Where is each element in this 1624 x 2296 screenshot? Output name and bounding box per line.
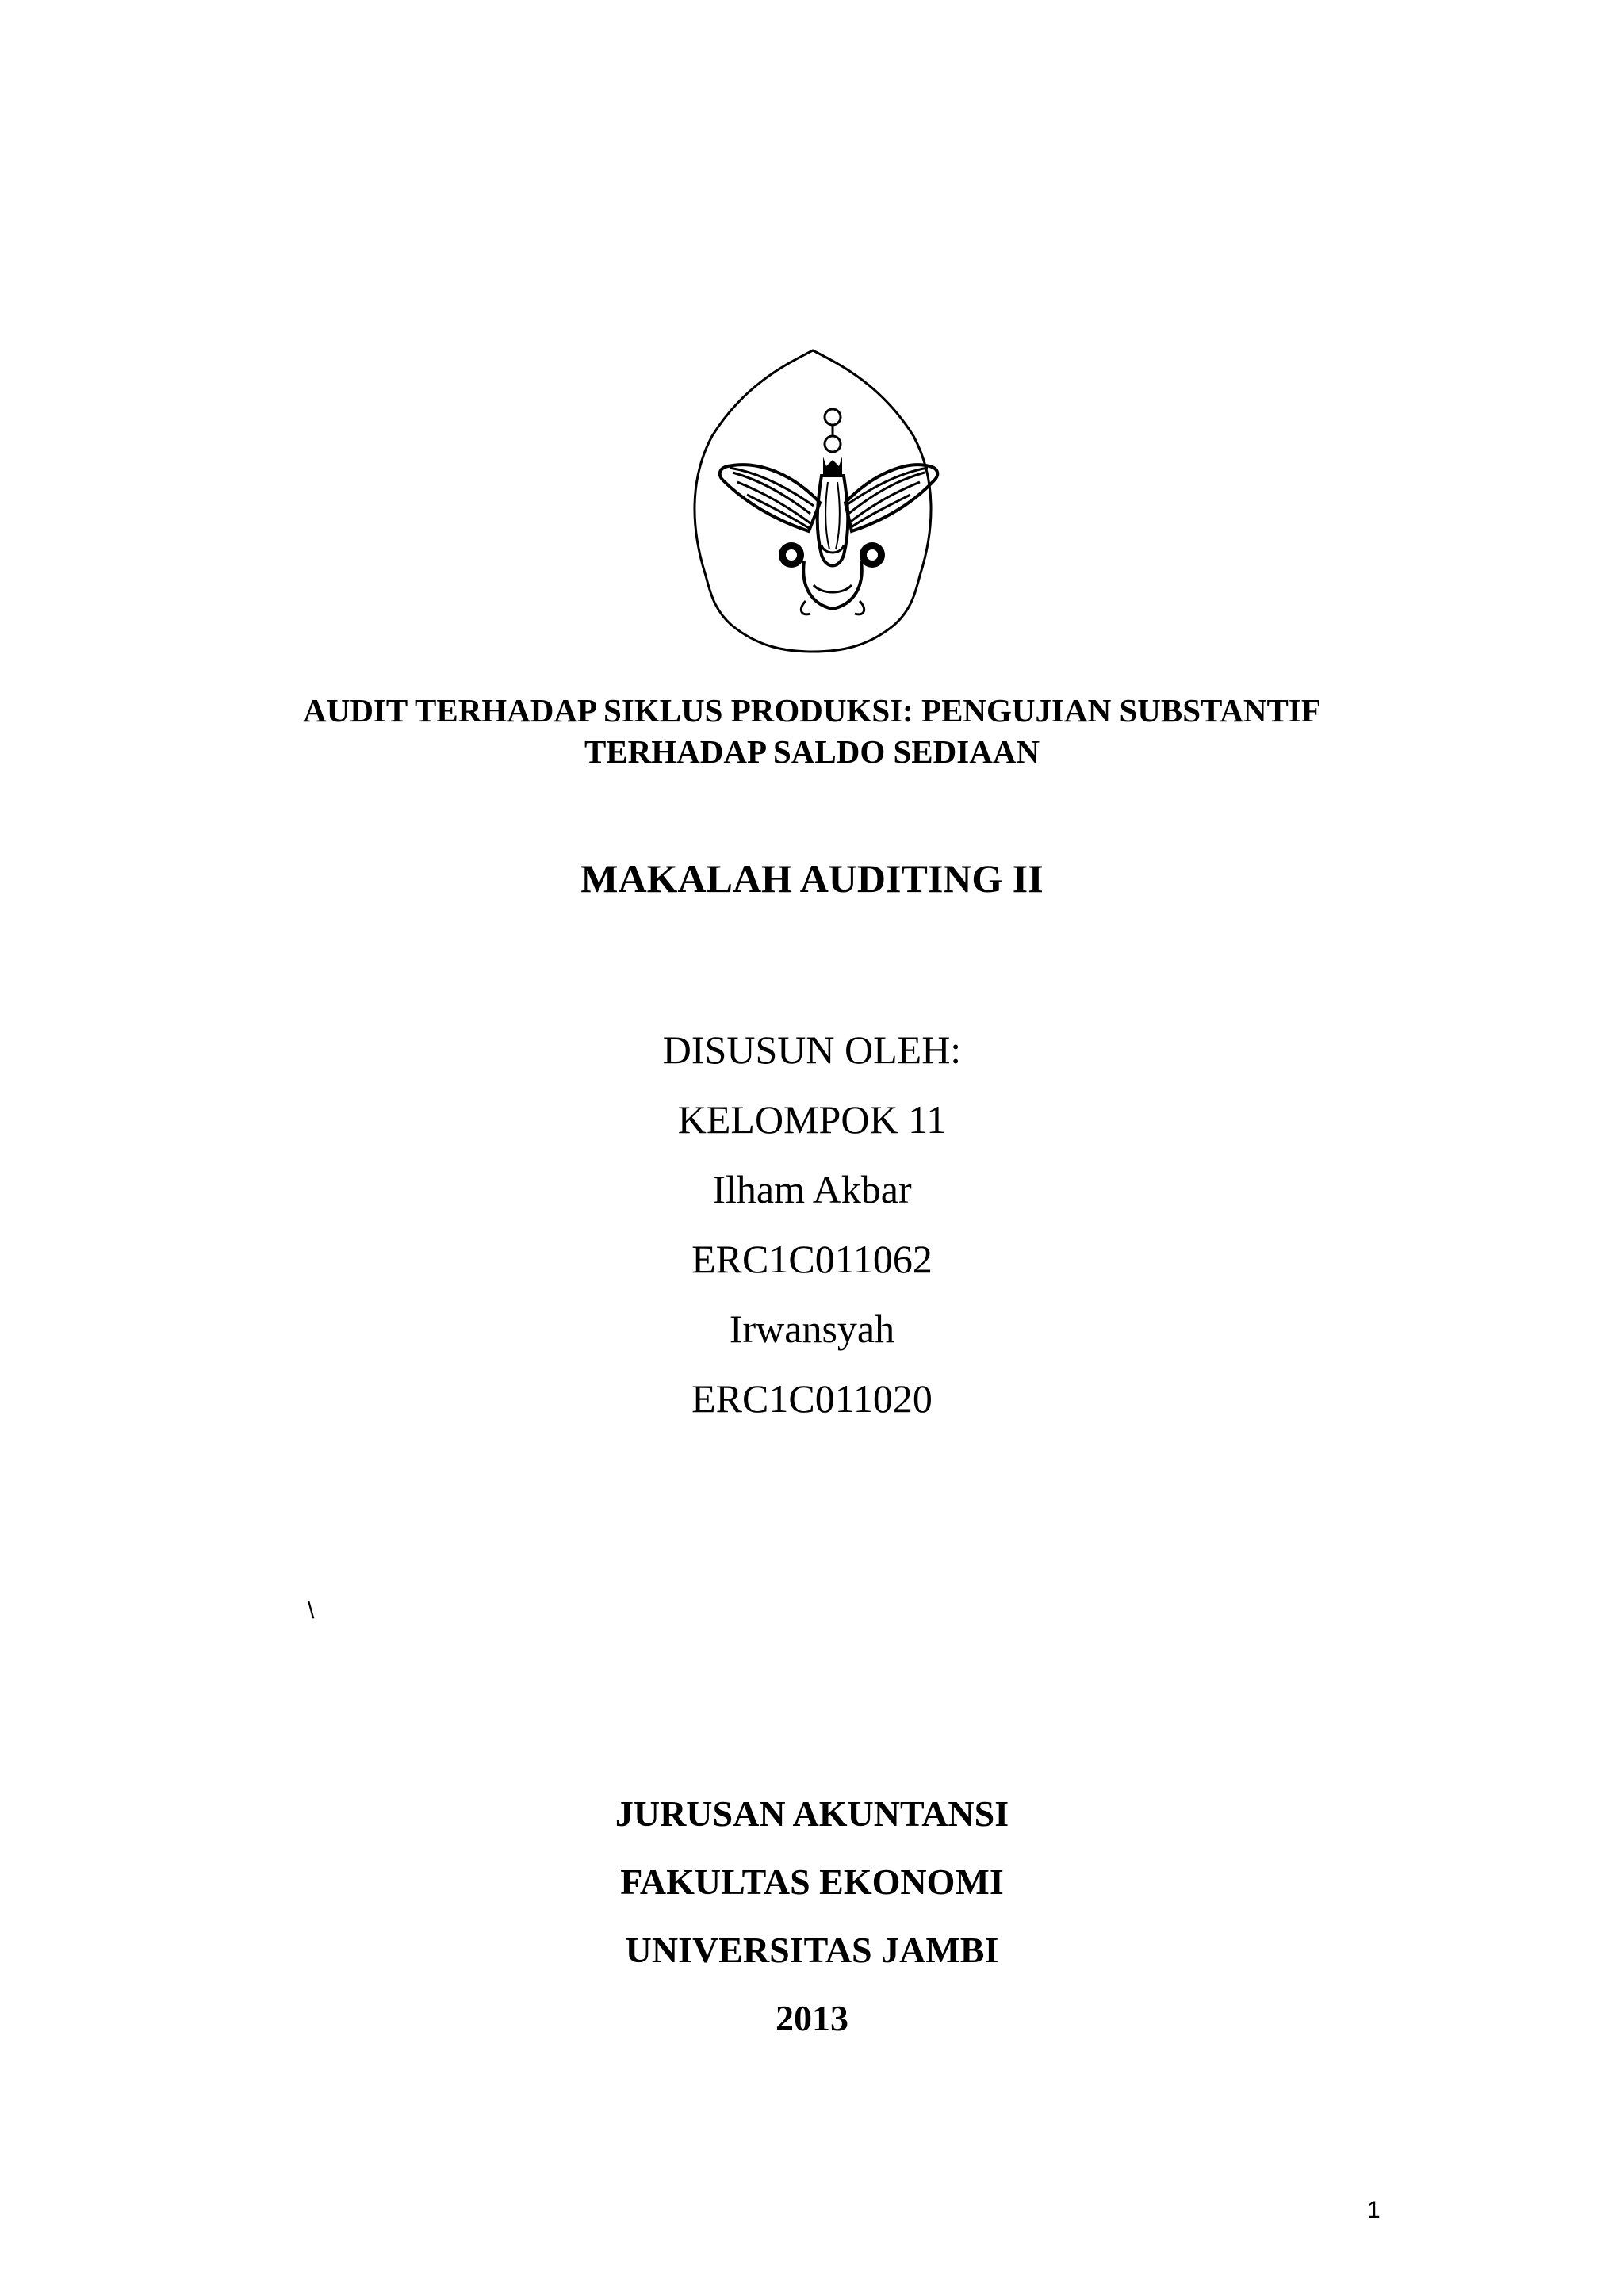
document-title-line-2: TERHADAP SALDO SEDIAAN: [584, 733, 1040, 770]
document-subtitle: MAKALAH AUDITING II: [580, 856, 1044, 901]
author-heading: DISUSUN OLEH:: [662, 1027, 962, 1072]
author-id-1: ERC1C011062: [691, 1237, 933, 1281]
page-number: 1: [1367, 2197, 1381, 2223]
university-name: UNIVERSITAS JAMBI: [625, 1930, 999, 1970]
group-name: KELOMPOK 11: [677, 1097, 947, 1142]
author-name-2: Irwansyah: [729, 1307, 895, 1351]
university-emblem-icon: [682, 347, 944, 658]
department-name: JURUSAN AKUNTANSI: [615, 1793, 1009, 1834]
document-year: 2013: [776, 1998, 848, 2038]
author-name-1: Ilham Akbar: [712, 1167, 912, 1211]
document-title-line-1: AUDIT TERHADAP SIKLUS PRODUKSI: PENGUJIAN SUBSTANTIF: [303, 692, 1321, 729]
author-id-2: ERC1C011020: [691, 1376, 933, 1421]
faculty-name: FAKULTAS EKONOMI: [620, 1862, 1004, 1902]
stray-mark: \: [308, 1598, 315, 1624]
